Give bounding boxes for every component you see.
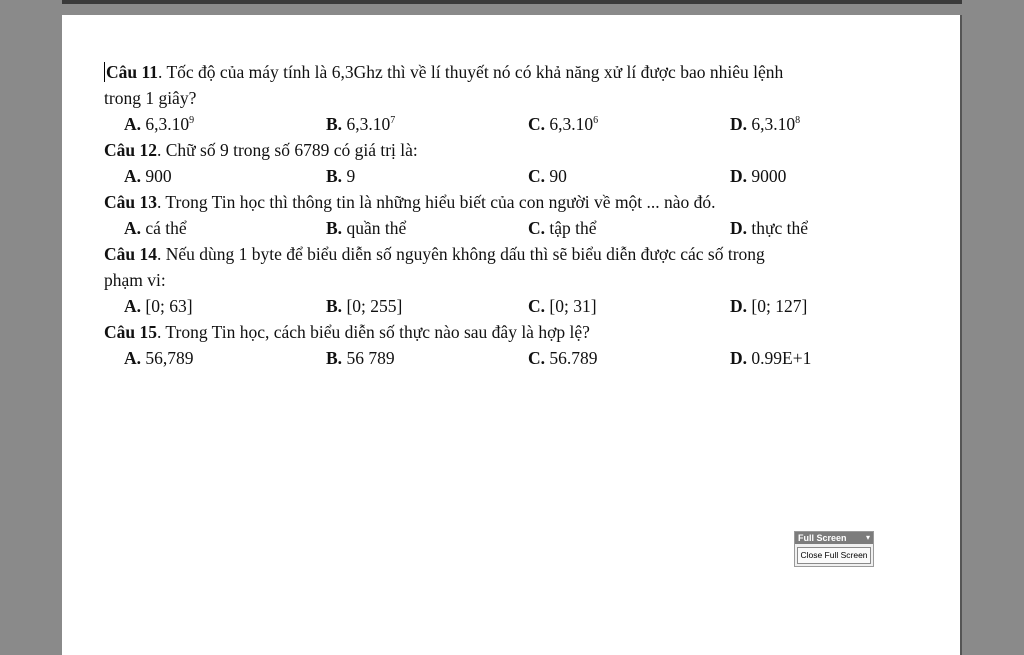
question-number: Câu 15	[104, 322, 157, 342]
answer-a: A. 900	[124, 166, 172, 186]
question-text: . Nếu dùng 1 byte để biểu diễn số nguyên không dấu thì sẽ biểu diễn được các số trong	[157, 244, 765, 264]
answer-a: A. [0; 63]	[124, 296, 193, 316]
question-number: Câu 12	[104, 140, 157, 160]
answer-d: D. thực thể	[730, 218, 809, 238]
question-text: . Tốc độ của máy tính là 6,3Ghz thì về lí thuyết nó có khả năng xử lí được bao nhiêu lệnh	[158, 62, 784, 82]
document-content[interactable]	[104, 59, 924, 371]
question-number: Câu 14	[104, 244, 157, 264]
answer-d: D. 6,3.10$^8$	[730, 114, 801, 134]
answer-a: A. 6,3.10$^9$	[124, 114, 195, 134]
question-11-continued: trong 1 giây?	[104, 88, 197, 108]
question-15	[104, 319, 924, 345]
question-11	[104, 59, 924, 85]
close-full-screen-button[interactable]: Close Full Screen	[797, 547, 871, 564]
question-text: . Chữ số 9 trong số 6789 có giá trị là:	[157, 140, 418, 160]
answer-row	[104, 345, 924, 371]
answer-row	[104, 293, 924, 319]
answer-d: D. [0; 127]	[730, 296, 808, 316]
answer-c: C. [0; 31]	[528, 296, 597, 316]
answer-row	[104, 163, 924, 189]
answer-row	[104, 215, 924, 241]
question-text: . Trong Tin học, cách biểu diễn số thực nào sau đây là hợp lệ?	[157, 322, 590, 342]
answer-d: D. 0.99E+1	[730, 348, 812, 368]
answer-c: C. tập thể	[528, 218, 597, 238]
question-14-continued: phạm vi:	[104, 270, 166, 290]
question-14	[104, 241, 924, 267]
answer-d: D. 9000	[730, 166, 787, 186]
full-screen-toolbar-title[interactable]	[795, 532, 873, 544]
question-text: . Trong Tin học thì thông tin là những hiểu biết của con người về một ... nào đó.	[157, 192, 716, 212]
text-cursor	[104, 62, 105, 82]
window-top-border	[62, 0, 962, 4]
answer-b: B. 6,3.10$^7$	[326, 114, 396, 134]
answer-b: B. [0; 255]	[326, 296, 403, 316]
question-number: Câu 13	[104, 192, 157, 212]
answer-b: B. 56 789	[326, 348, 395, 368]
answer-a: A. cá thể	[124, 218, 187, 238]
toolbar-title-label: Full Screen	[798, 533, 847, 543]
answer-c: C. 90	[528, 166, 567, 186]
answer-c: C. 56.789	[528, 348, 598, 368]
answer-c: C. 6,3.10$^6$	[528, 114, 599, 134]
answer-b: B. 9	[326, 166, 356, 186]
question-number: Câu 11	[106, 62, 159, 82]
answer-row	[104, 111, 924, 137]
full-screen-toolbar[interactable]	[794, 531, 874, 567]
chevron-down-icon[interactable]: ▾	[865, 533, 870, 542]
question-12	[104, 137, 924, 163]
answer-b: B. quần thể	[326, 218, 407, 238]
question-13	[104, 189, 924, 215]
answer-a: A. 56,789	[124, 348, 194, 368]
